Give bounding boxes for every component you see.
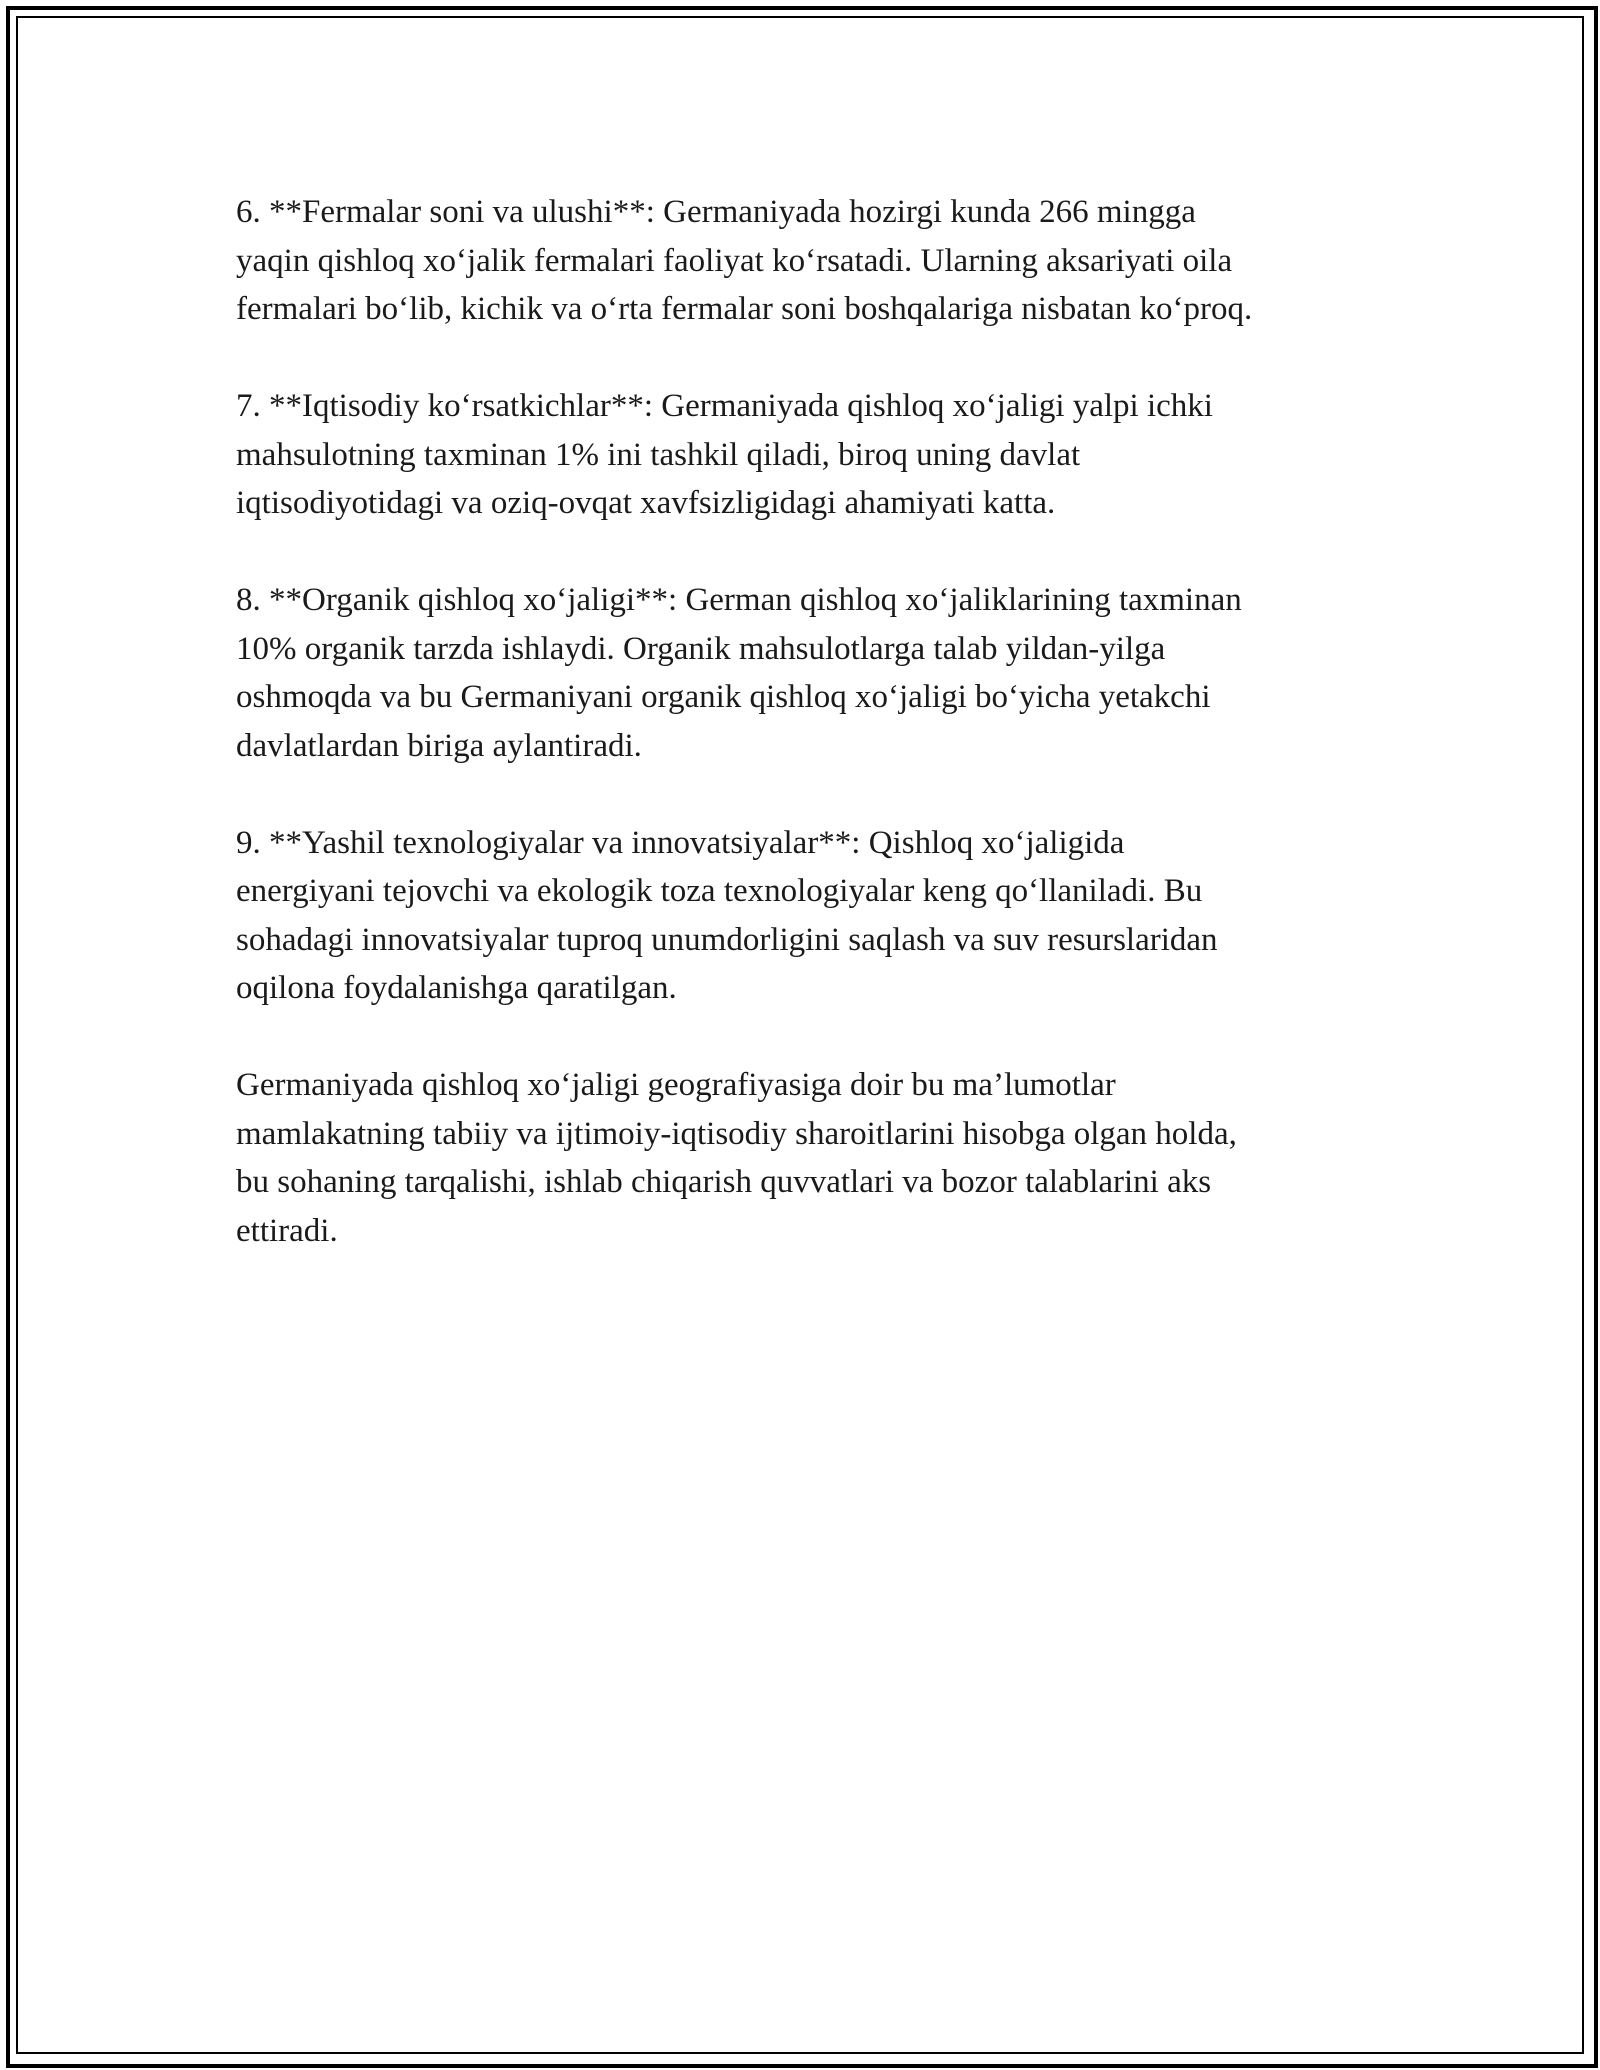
paragraph-organik-qishloq-xojaligi: 8. **Organik qishloq xo‘jaligi**: German qishloq xo‘jaliklarining taxminan 10% organik tarzda ishlaydi. Organik mahsulotlarga talab yildan-yilga oshmoqda va bu Germaniyani organik qishloq xo‘jaligi bo‘yicha yetakchi davlatlardan biriga aylantiradi. [236,582,1242,764]
paragraph-conclusion: Germaniyada qishloq xo‘jaligi geografiyasiga doir bu ma’lumotlar mamlakatning tabiiy va ijtimoiy-iqtisodiy sharoitlarini hisobga olgan holda, bu sohaning tarqalishi, ishlab chiqarish quvvatlari va bozor talablarini aks ettiradi. [236,1067,1237,1249]
paragraph-fermalar-soni: 6. **Fermalar soni va ulushi**: Germaniyada hozirgi kunda 266 mingga yaqin qishloq xo‘jalik fermalari faoliyat ko‘rsatadi. Ularning aksariyati oila fermalari bo‘lib, kichik va o‘rta fermalar soni boshqalariga nisbatan ko‘proq. [236,194,1253,327]
paragraph-yashil-texnologiyalar: 9. **Yashil texnologiyalar va innovatsiyalar**: Qishloq xo‘jaligida energiyani tejovchi va ekologik toza texnologiyalar keng qo‘llaniladi. Bu sohadagi innovatsiyalar tuproq unumdorligini saqlash va suv resurslaridan oqilona foydalanishga qaratilgan. [236,824,1218,1006]
paragraph-iqtisodiy-korsatkichlar: 7. **Iqtisodiy ko‘rsatkichlar**: Germaniyada qishloq xo‘jaligi yalpi ichki mahsulotning taxminan 1% ini tashkil qiladi, biroq uning davlat iqtisodiyotidagi va oziq-ovqat xavfsizligidagi ahamiyati katta. [236,388,1213,521]
document-body [236,188,1376,1304]
